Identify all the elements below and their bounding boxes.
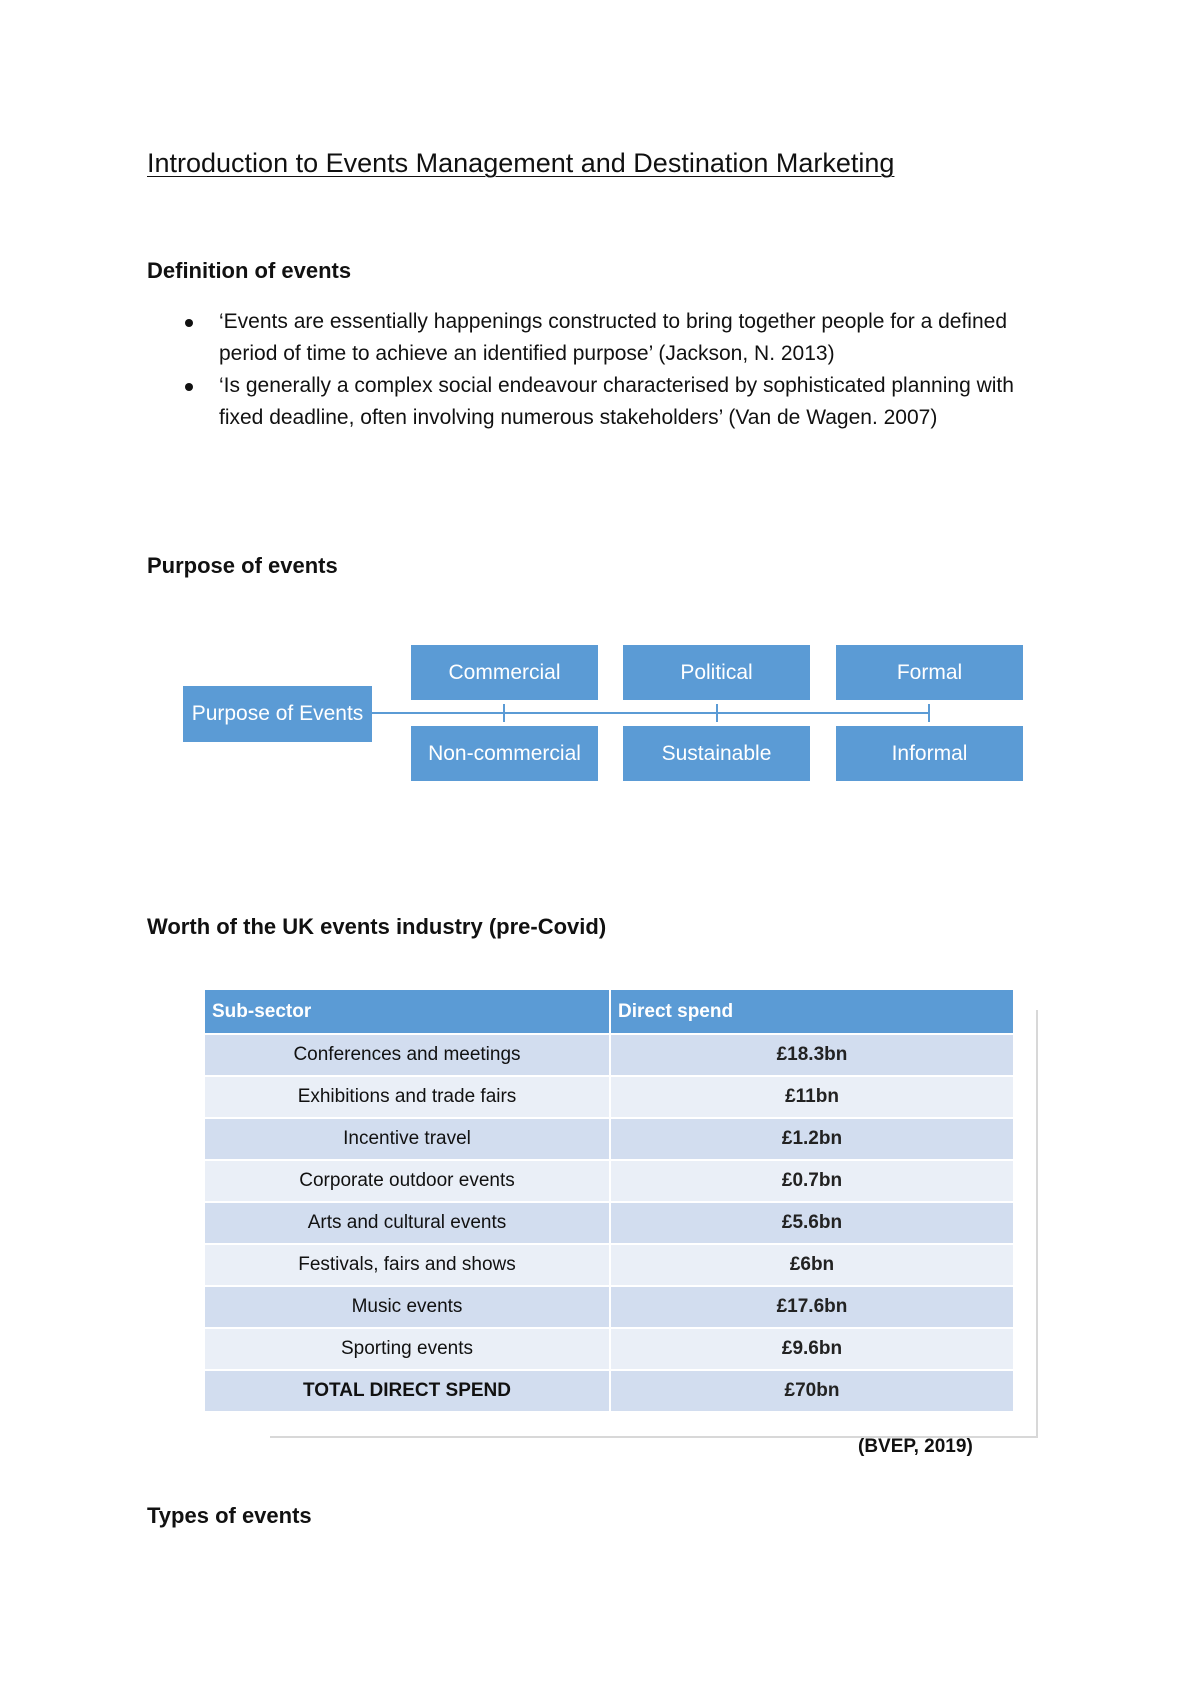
connector-tick bbox=[716, 704, 718, 722]
connector-tick bbox=[928, 704, 930, 722]
definition-line: ‘Is generally a complex social endeavour characterised by sophisticated planning with bbox=[219, 374, 1014, 397]
purpose-box-formal: Formal bbox=[836, 645, 1023, 700]
table-row bbox=[205, 1034, 1014, 1076]
spend-cell: £17.6bn bbox=[610, 1286, 1014, 1328]
definition-heading: Definition of events bbox=[147, 258, 352, 283]
table-row bbox=[205, 1076, 1014, 1118]
table-total-row bbox=[205, 1370, 1014, 1412]
sector-cell: Corporate outdoor events bbox=[205, 1160, 610, 1202]
worth-heading: Worth of the UK events industry (pre-Covid) bbox=[147, 914, 607, 939]
spend-table bbox=[205, 990, 1015, 1413]
table-row bbox=[205, 1160, 1014, 1202]
definition-line: period of time to achieve an identified purpose’ (Jackson, N. 2013) bbox=[219, 342, 835, 365]
purpose-box-commercial: Commercial bbox=[411, 645, 598, 700]
definition-list bbox=[147, 306, 1087, 434]
spend-cell: £5.6bn bbox=[610, 1202, 1014, 1244]
table-frame bbox=[1036, 1010, 1038, 1438]
sector-cell: Music events bbox=[205, 1286, 610, 1328]
connector-line bbox=[372, 712, 928, 714]
sector-cell: Incentive travel bbox=[205, 1118, 610, 1160]
table-row bbox=[205, 1202, 1014, 1244]
types-heading: Types of events bbox=[147, 1503, 312, 1528]
sector-cell: Conferences and meetings bbox=[205, 1034, 610, 1076]
spend-cell: £9.6bn bbox=[610, 1328, 1014, 1370]
spend-cell: £0.7bn bbox=[610, 1160, 1014, 1202]
total-value-cell: £70bn bbox=[610, 1370, 1014, 1412]
total-label-cell: TOTAL DIRECT SPEND bbox=[205, 1370, 610, 1412]
definition-item bbox=[147, 370, 1087, 434]
table-row bbox=[205, 1286, 1014, 1328]
column-header-sub-sector: Sub-sector bbox=[205, 990, 610, 1034]
table-row bbox=[205, 1118, 1014, 1160]
purpose-box-sustainable: Sustainable bbox=[623, 726, 810, 781]
purpose-box-non-commercial: Non-commercial bbox=[411, 726, 598, 781]
sector-cell: Arts and cultural events bbox=[205, 1202, 610, 1244]
purpose-box-political: Political bbox=[623, 645, 810, 700]
column-header-direct-spend: Direct spend bbox=[610, 990, 1014, 1034]
bullet-icon bbox=[185, 383, 193, 391]
definition-line: fixed deadline, often involving numerous stakeholders’ (Van de Wagen. 2007) bbox=[219, 406, 938, 429]
sector-cell: Festivals, fairs and shows bbox=[205, 1244, 610, 1286]
purpose-heading: Purpose of events bbox=[147, 553, 338, 578]
definition-item bbox=[147, 306, 1087, 370]
connector-tick bbox=[503, 704, 505, 722]
table-citation: (BVEP, 2019) bbox=[858, 1436, 973, 1457]
table-row bbox=[205, 1244, 1014, 1286]
purpose-root-box: Purpose of Events bbox=[183, 686, 372, 742]
definition-line: ‘Events are essentially happenings constructed to bring together people for a defined bbox=[219, 310, 1008, 333]
spend-cell: £1.2bn bbox=[610, 1118, 1014, 1160]
table-header-row bbox=[205, 990, 1014, 1034]
bullet-icon bbox=[185, 319, 193, 327]
sector-cell: Exhibitions and trade fairs bbox=[205, 1076, 610, 1118]
table-row bbox=[205, 1328, 1014, 1370]
sector-cell: Sporting events bbox=[205, 1328, 610, 1370]
document-title: Introduction to Events Management and Destination Marketing bbox=[147, 148, 895, 178]
purpose-box-informal: Informal bbox=[836, 726, 1023, 781]
spend-cell: £18.3bn bbox=[610, 1034, 1014, 1076]
spend-cell: £11bn bbox=[610, 1076, 1014, 1118]
spend-cell: £6bn bbox=[610, 1244, 1014, 1286]
